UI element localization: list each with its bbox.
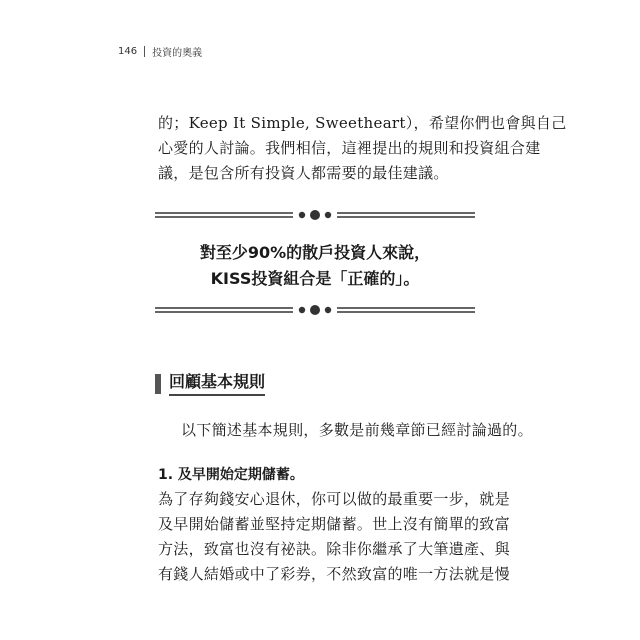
body-line: 議，是包含所有投資人都需要的最佳建議。 [158,164,449,182]
ornament-divider-top [155,208,475,222]
section-intro: 以下簡述基本規則，多數是前幾章節已經討論過的。 [181,421,533,439]
section-heading [155,372,265,396]
chapter-title: 投資的奧義 [152,48,203,59]
running-header [118,44,202,59]
section-marker [155,374,161,394]
body-paragraph-1 [158,111,567,186]
body-paragraph-2 [158,487,510,587]
section-title: 回顧基本規則 [169,372,265,396]
body-line: 有錢人結婚或中了彩券，不然致富的唯一方法就是慢 [158,565,510,583]
body-line: 方法，致富也沒有祕訣。除非你繼承了大筆遺產、與 [158,540,510,558]
body-line: 及早開始儲蓄並堅持定期儲蓄。世上沒有簡單的致富 [158,515,510,533]
ornament-divider-bottom [155,303,475,317]
body-line: 為了存夠錢安心退休，你可以做的最重要一步，就是 [158,490,510,508]
pull-quote-line-2: KISS投資組合是「正確的」。 [210,269,420,288]
body-line: 的；Keep It Simple, Sweetheart），希望你們也會與自己 [158,114,567,132]
header-separator [144,46,145,57]
ornament-divider-icon [155,208,475,222]
rule-heading: 1. 及早開始定期儲蓄。 [158,467,304,483]
body-line: 心愛的人討論。我們相信，這裡提出的規則和投資組合建 [158,139,541,157]
page-number: 146 [118,46,138,57]
ornament-divider-icon [155,303,475,317]
pull-quote-line-1: 對至少90%的散戶投資人來說， [199,243,431,262]
